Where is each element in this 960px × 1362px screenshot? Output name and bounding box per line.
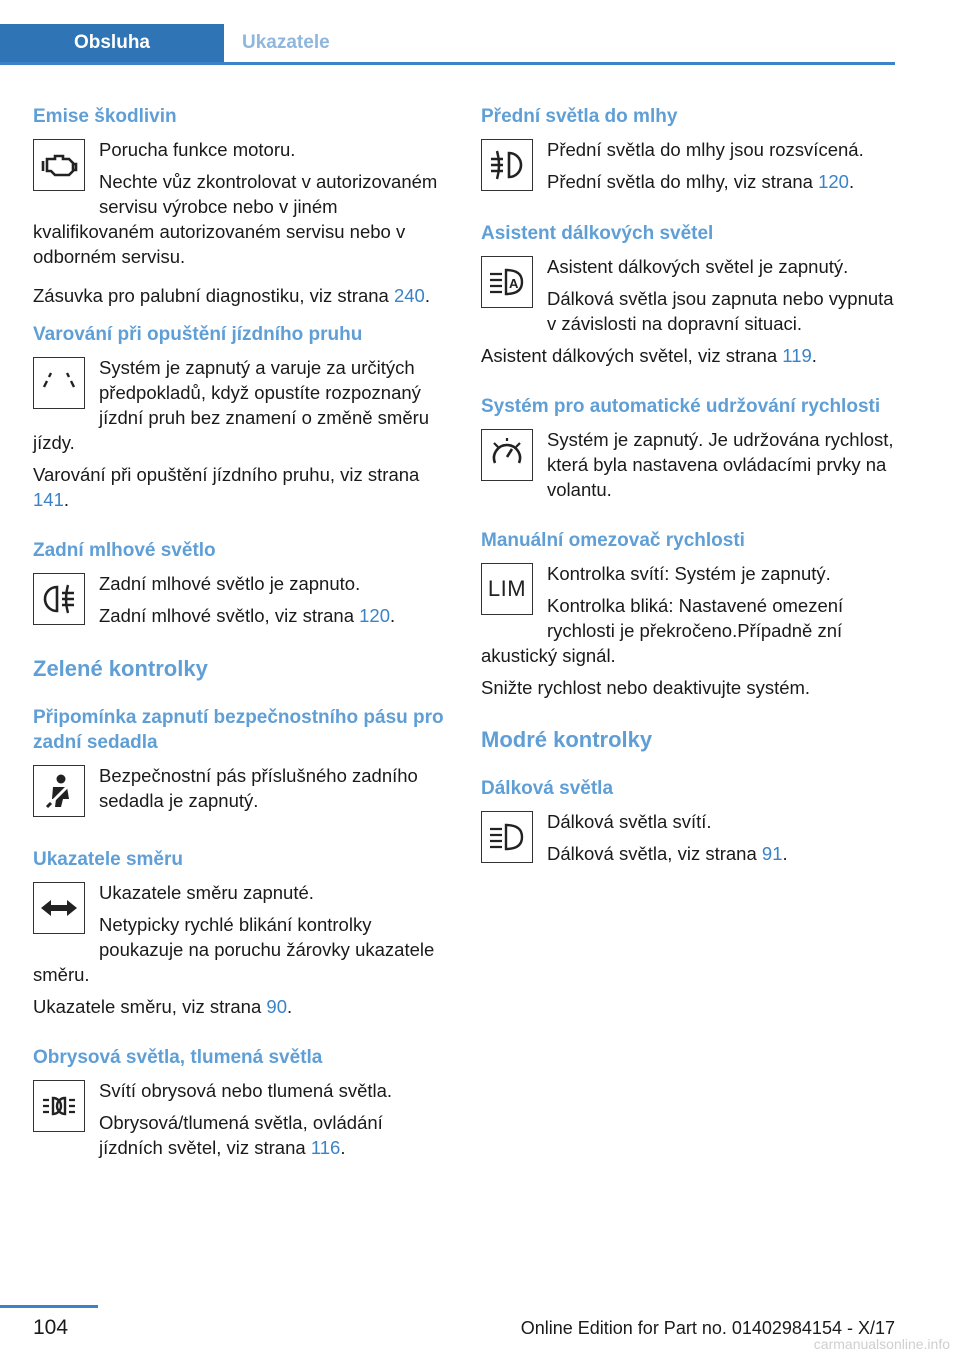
- svg-text:A: A: [509, 276, 519, 291]
- text-belt-1: Bezpečnostní pás příslušného zadního sedadla je zapnutý.: [99, 765, 418, 811]
- text-hba-3: Asistent dálkových světel, viz strana 119.: [481, 345, 817, 366]
- entry-rear-fog: [33, 538, 451, 628]
- rear-fog-light-icon: [33, 573, 85, 625]
- text-parking-1: Svítí obrysová nebo tlumená světla.: [99, 1080, 393, 1101]
- page-number: 104: [33, 1316, 69, 1339]
- text-hba-2: Dálková světla jsou zapnuta nebo vypnuta v závislosti na dopravní situaci.: [547, 288, 894, 334]
- heading-high-beam: Dálková světla: [481, 778, 614, 799]
- text-front-fog-2: Přední světla do mlhy, viz strana 120.: [547, 171, 855, 192]
- page-link-119[interactable]: 119: [782, 345, 812, 366]
- page-link-120[interactable]: 120: [359, 605, 391, 626]
- text-rear-fog-2: Zadní mlhové světlo, viz strana 120.: [99, 605, 396, 626]
- heading-lane: Varování při opuštění jízdního pruhu: [33, 324, 363, 345]
- entry-parking: [33, 1045, 451, 1160]
- high-beam-icon: [481, 811, 533, 863]
- page-link-116[interactable]: 116: [310, 1137, 341, 1158]
- page-link-91[interactable]: 91: [761, 843, 783, 864]
- page-link-240[interactable]: 240: [393, 285, 425, 306]
- tab-ukazatele[interactable]: Ukazatele: [242, 32, 330, 53]
- heading-front-fog: Přední světla do mlhy: [481, 106, 678, 127]
- heading-hba: Asistent dálkových světel: [481, 223, 714, 244]
- entry-belt: [33, 705, 451, 813]
- chapter-tabs: [0, 24, 895, 65]
- seatbelt-icon: [33, 765, 85, 817]
- text-cruise-1: Systém je zapnutý. Je udržována rychlost, která byla nastavena ovládacími prvky na volantu.: [547, 429, 894, 500]
- text-limiter-1: Kontrolka svítí: Systém je zapnutý.: [547, 563, 831, 584]
- text-front-fog-1: Přední světla do mlhy jsou rozsvícená.: [547, 139, 864, 160]
- text-limiter-3: Snižte rychlost nebo deaktivujte systém.: [481, 677, 811, 698]
- text-emise-1: Porucha funkce motoru.: [99, 139, 296, 160]
- front-fog-light-icon: [481, 139, 533, 191]
- page-link-120-front[interactable]: 120: [818, 171, 849, 192]
- heading-turn: Ukazatele směru: [33, 849, 183, 870]
- left-column: [33, 104, 451, 1160]
- heading-cruise: Systém pro automatické udržování rychlosti: [481, 396, 881, 417]
- speed-limiter-icon: [481, 563, 533, 615]
- entry-cruise: [481, 394, 899, 502]
- text-rear-fog-1: Zadní mlhové světlo je zapnuto.: [99, 573, 361, 594]
- text-high-beam-2: Dálková světla, viz strana 91.: [547, 843, 788, 864]
- text-limiter-2: Kontrolka bliká: Nastavené omezení rychlosti je překročeno.Případně zní akustický signál.: [481, 595, 844, 666]
- entry-turn: [33, 847, 451, 1019]
- text-emise-2: Nechte vůz zkontrolovat v autorizovaném servisu výrobce nebo v jiném kvalifikovaném autorizovaném servisu nebo v odborném servisu.: [33, 171, 438, 267]
- text-turn-3: Ukazatele směru, viz strana 90.: [33, 996, 293, 1017]
- page-link-141[interactable]: 141: [33, 489, 64, 510]
- text-high-beam-1: Dálková světla svítí.: [547, 811, 712, 832]
- heading-emise: Emise škodlivin: [33, 106, 177, 127]
- cruise-control-icon: [481, 429, 533, 481]
- heading-green: Zelené kontrolky: [33, 656, 208, 681]
- entry-emise: [33, 104, 451, 308]
- right-column: [481, 104, 899, 867]
- lane-departure-icon: [33, 357, 85, 409]
- entry-lane: [33, 322, 451, 512]
- heading-parking: Obrysová světla, tlumená světla: [33, 1047, 323, 1068]
- watermark: carmanualsonline.info: [813, 1336, 950, 1352]
- turn-signal-icon: [33, 882, 85, 934]
- heading-limiter: Manuální omezovač rychlosti: [481, 530, 745, 551]
- page-link-90[interactable]: 90: [266, 996, 287, 1017]
- engine-icon: [33, 139, 85, 191]
- edition-text: Online Edition for Part no. 01402984154 - X/17: [520, 1318, 895, 1338]
- text-turn-1: Ukazatele směru zapnuté.: [99, 882, 314, 903]
- entry-limiter: [481, 528, 899, 700]
- text-lane-1: Systém je zapnutý a varuje za určitých předpokladů, když opustíte rozpoznaný jízdní pruh bez znamení o změně směru jízdy.: [33, 357, 430, 453]
- text-lane-2: Varování při opuštění jízdního pruhu, viz strana 141.: [33, 464, 420, 510]
- high-beam-assistant-icon: [481, 256, 533, 308]
- text-turn-2: Netypicky rychlé blikání kontrolky poukazuje na poruchu žárovky ukazatele směru.: [33, 914, 435, 985]
- text-emise-3: Zásuvka pro palubní diagnostiku, viz strana 240.: [33, 285, 430, 306]
- lim-icon-text: LIM: [487, 576, 527, 601]
- footer-rule: [0, 1305, 98, 1308]
- entry-front-fog: [481, 104, 899, 194]
- entry-high-beam: [481, 776, 899, 866]
- text-hba-1: Asistent dálkových světel je zapnutý.: [547, 256, 849, 277]
- entry-hba: [481, 221, 899, 368]
- parking-lights-icon: [33, 1080, 85, 1132]
- heading-belt: Připomínka zapnutí bezpečnostního pásu pro zadní sedadla: [33, 707, 444, 753]
- heading-rear-fog: Zadní mlhové světlo: [33, 540, 216, 561]
- heading-blue: Modré kontrolky: [481, 727, 653, 752]
- tab-obsluha[interactable]: Obsluha: [0, 24, 224, 62]
- text-parking-2: Obrysová/tlumená světla, ovládání jízdních světel, viz strana 116.: [99, 1112, 383, 1158]
